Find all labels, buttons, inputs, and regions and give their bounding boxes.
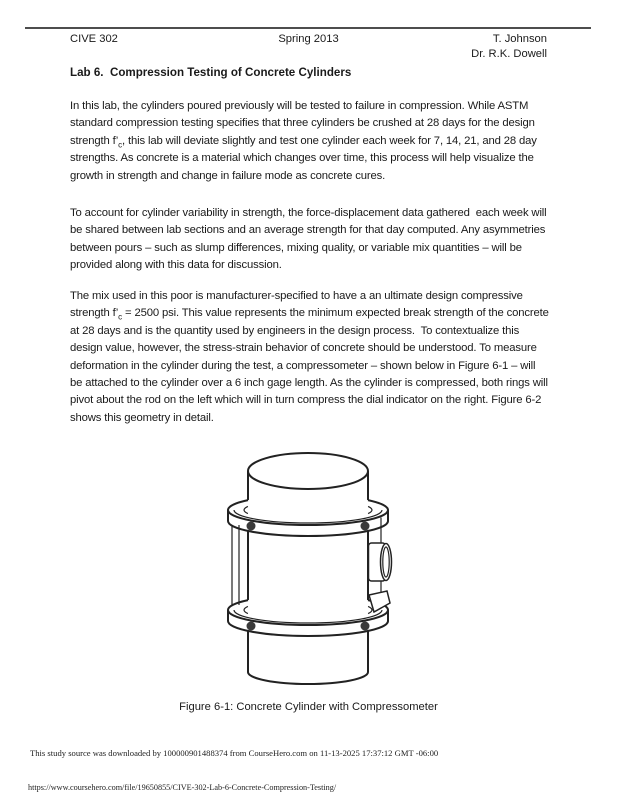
paragraph-variability: [70, 205, 550, 275]
download-attribution: This study source was downloaded by 100000901488374 from CourseHero.com on 11-13-2025 17:37:12 GMT -06:00: [30, 748, 439, 758]
source-url: https://www.coursehero.com/file/19650855/CIVE-302-Lab-6-Concrete-Compression-Testing/: [28, 783, 337, 792]
term-label: Spring 2013: [278, 33, 339, 45]
paragraph-intro-text: In this lab, the cylinders poured previously will be tested to failure in compression. While ASTM standard compression testing specifies that three cylinders be crushed at 28 days for the design strength f’: [70, 100, 538, 147]
fc-subscript-2: c: [118, 312, 123, 322]
lab-title: Lab 6. Compression Testing of Concrete Cylinders: [70, 66, 352, 79]
bolt-upper-left: [246, 522, 255, 531]
dial-indicator-face: [380, 544, 391, 581]
author-secondary: Dr. R.K. Dowell: [471, 48, 547, 60]
paragraph-mix-text: The mix used in this poor is manufacturer-specified to have a an ultimate design compressive strength f’: [70, 290, 526, 320]
bolt-lower-right: [360, 622, 369, 631]
paragraph-mix-text-cont: = 2500 psi. This value represents the minimum expected break strength of the concrete at 28 days and is the quantity used by engineers in the design process. To contextualize this design value, however, the stress-strain behavior of concrete should be understood. To measure deformation in the cylinder during the test, a compressometer – shown below in Figure 6-1 – will be attached to the cylinder over a 6 inch gage length. As the cylinder is compressed, both rings will pivot about the rod on the left which will in turn compress the dial indicator on the right. Figure 6-2 shows this geometry in detail.: [70, 307, 552, 424]
bolt-lower-left: [246, 622, 255, 631]
author-primary: T. Johnson: [492, 33, 547, 45]
document-header: [70, 32, 547, 62]
course-code: CIVE 302: [70, 33, 118, 45]
compressometer-figure-drawing: [218, 447, 400, 689]
paragraph-variability-text: To account for cylinder variability in strength, the force-displacement data gathered each week will be shared between lab sections and an average strength for that day computed. Any asymmetries between pours – such as slump differences, mixing quality, or variable mix quantities – will be provided along with this data for discussion.: [70, 207, 550, 272]
figure-caption: Figure 6-1: Concrete Cylinder with Compressometer: [179, 701, 438, 713]
figure-6-1: [0, 447, 617, 689]
pivot-rod-left: [232, 525, 239, 605]
paragraph-mix: [70, 288, 550, 427]
authors-block: [388, 32, 547, 62]
bolt-upper-right: [360, 522, 369, 531]
fc-subscript: c: [118, 140, 123, 150]
paragraph-intro-text-cont: , this lab will deviate slightly and test one cylinder each week for 7, 14, 21, and 28 day strengths. As concrete is a material which changes over time, this process will help visualize the growth in strength and change in failure mode as concrete cures.: [70, 134, 540, 182]
paragraph-intro: [70, 98, 550, 185]
header-rule: [25, 27, 591, 29]
